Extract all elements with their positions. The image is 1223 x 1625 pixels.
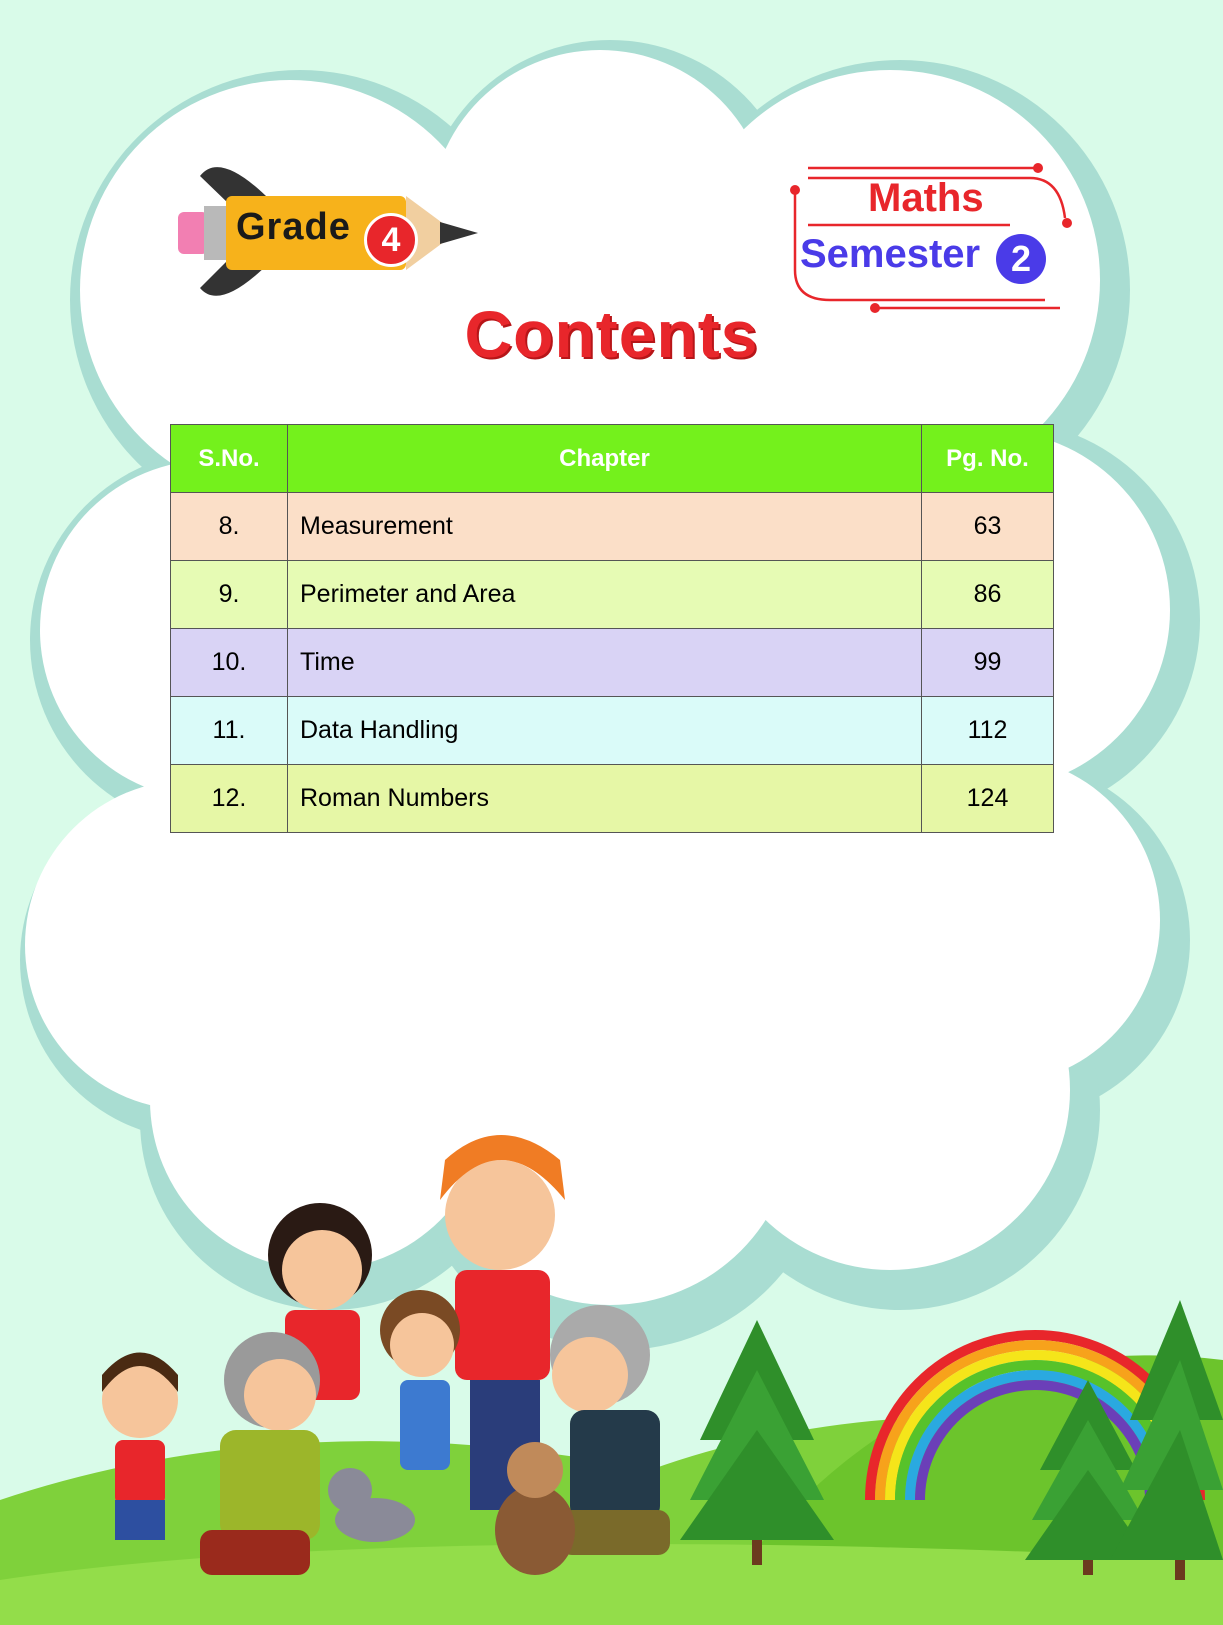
header-chapter: Chapter: [288, 425, 922, 493]
row-page: 63: [922, 493, 1054, 561]
row-sno: 8.: [171, 493, 288, 561]
row-sno: 11.: [171, 697, 288, 765]
page-title: Contents: [464, 297, 759, 371]
contents-table: [170, 424, 1054, 833]
row-chapter: Roman Numbers: [288, 765, 922, 833]
row-chapter: Perimeter and Area: [288, 561, 922, 629]
table-row: [171, 493, 1054, 561]
row-page: 124: [922, 765, 1054, 833]
subject-name: Maths: [868, 176, 984, 220]
semester-number: 2: [996, 234, 1046, 284]
row-page: 86: [922, 561, 1054, 629]
table-row: [171, 697, 1054, 765]
row-sno: 10.: [171, 629, 288, 697]
grade-label: Grade: [236, 206, 351, 248]
table-row: [171, 629, 1054, 697]
row-page: 99: [922, 629, 1054, 697]
row-sno: 9.: [171, 561, 288, 629]
table-row: [171, 765, 1054, 833]
semester-label: Semester: [800, 232, 981, 276]
row-chapter: Data Handling: [288, 697, 922, 765]
header-page: Pg. No.: [922, 425, 1054, 493]
row-chapter: Measurement: [288, 493, 922, 561]
row-chapter: Time: [288, 629, 922, 697]
grade-number: 4: [364, 213, 418, 267]
table-row: [171, 561, 1054, 629]
row-page: 112: [922, 697, 1054, 765]
header-sno: S.No.: [171, 425, 288, 493]
row-sno: 12.: [171, 765, 288, 833]
table-header-row: [171, 425, 1054, 493]
